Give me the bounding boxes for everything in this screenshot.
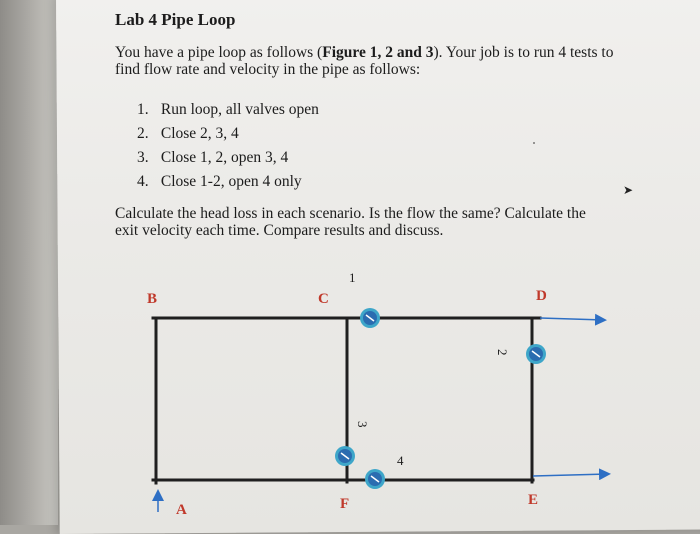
node-label-c: C [318,291,329,307]
outlet-arrow-d [540,318,604,320]
test-text: Close 1-2, open 4 only [160,173,302,190]
test-text: Close 2, 3, 4 [160,125,239,142]
valve-label-4: 4 [397,453,404,468]
valve-label-3: 3 [355,421,370,428]
node-label-f: F [340,496,350,512]
node-label-a: A [176,502,187,518]
valve-1-icon[interactable] [360,308,380,328]
valve-label-2: 2 [495,349,510,356]
valve-4-icon[interactable] [365,469,385,489]
valve-label-1: 1 [349,270,356,285]
test-number: 4. [137,173,149,190]
test-number: 2. [137,125,149,142]
node-label-d: D [536,288,547,304]
mouse-cursor-icon: ➤ [623,183,634,197]
node-label-e: E [528,492,539,508]
question-paragraph: Calculate the head loss in each scenario. Is the flow the same? Calculate the exit velocity each time. Compare results and discuss. [115,205,586,239]
test-number: 1. [137,101,149,118]
page-title: Lab 4 Pipe Loop [115,10,236,29]
test-number: 3. [137,149,149,166]
valve-3-icon[interactable] [335,446,355,466]
test-text: Run loop, all valves open [160,101,319,118]
intro-text-start: You have a pipe loop as follows ( [115,44,323,61]
valve-2-icon[interactable] [526,344,546,364]
node-label-b: B [147,291,158,307]
figure-reference: Figure 1, 2 and 3 [322,44,434,61]
test-text: Close 1, 2, open 3, 4 [160,149,289,166]
intro-text-end: ). Your job is to run 4 tests to find flow rate and velocity in the pipe as follows: [115,44,614,78]
outlet-arrow-e [533,474,608,476]
